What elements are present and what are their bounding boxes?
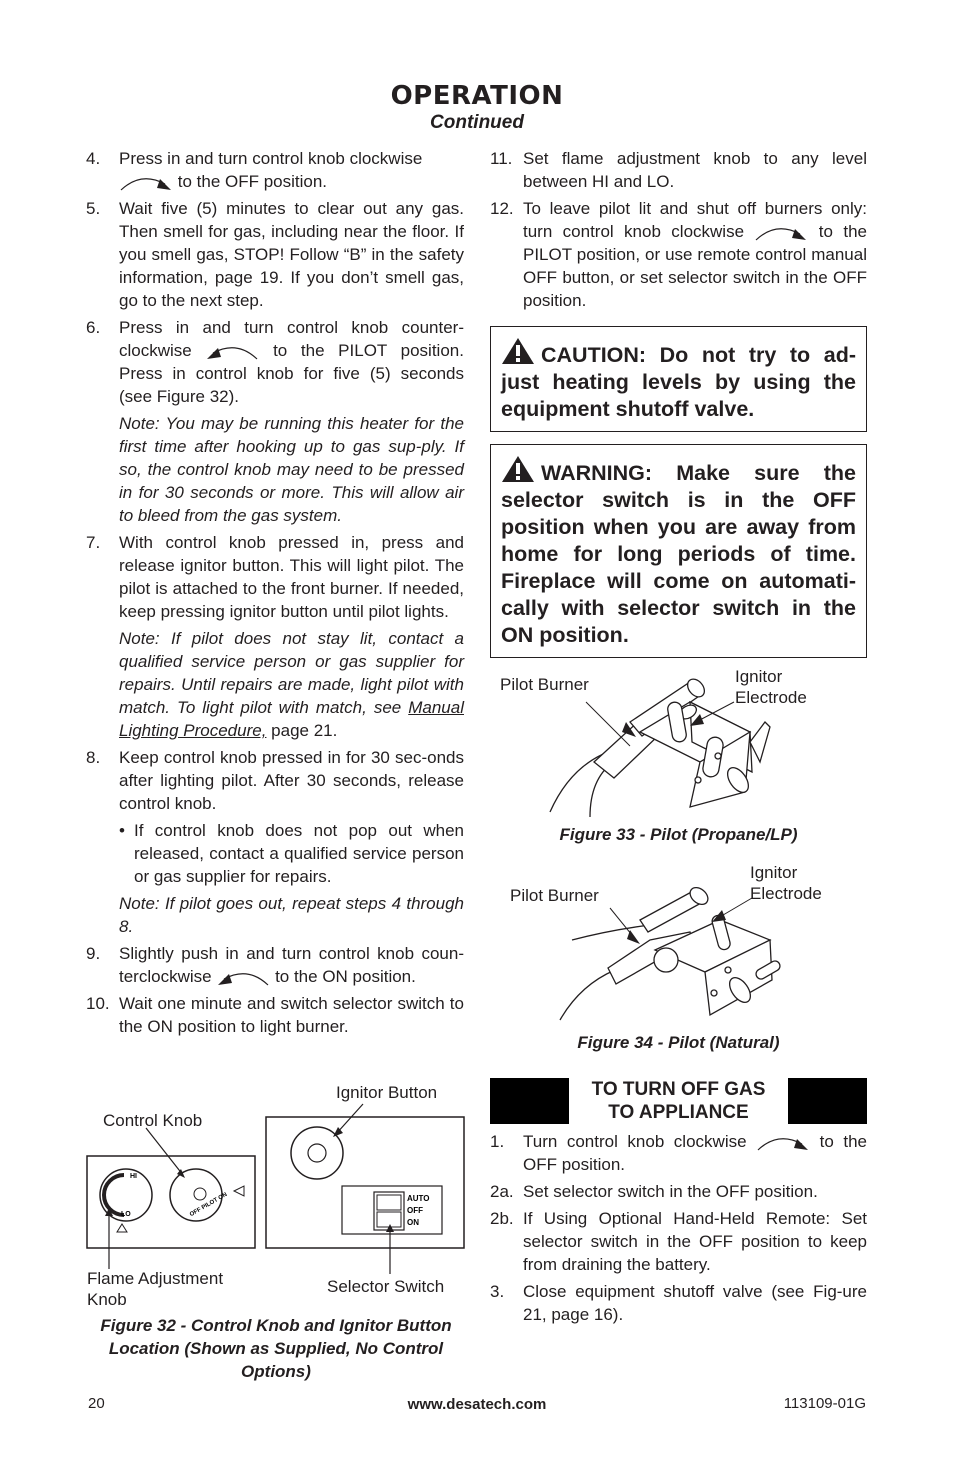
- step-11: [490, 147, 867, 193]
- figure-33-caption: Figure 33 - Pilot (Propane/LP): [559, 825, 798, 844]
- step-10: [86, 992, 464, 1038]
- step-number: 8.: [86, 748, 101, 767]
- selector-switch-label: Selector Switch: [327, 1277, 445, 1296]
- figure-32: [86, 1078, 466, 1388]
- pilot-propane-drawing: [490, 662, 867, 822]
- knob-lo-label: LO: [121, 1211, 131, 1218]
- step-text: If Using Optional Hand-Held Remote: Set selector switch in the OFF position to keep from draining the battery.: [523, 1209, 867, 1274]
- step-text-end: to the ON position.: [275, 967, 416, 986]
- warning-triangle-icon: [501, 455, 535, 483]
- heading-line-1: TO TURN OFF GAS: [591, 1079, 766, 1100]
- step-5: [86, 197, 464, 312]
- warning-box: [490, 444, 867, 658]
- step-text-end: to the OFF position.: [177, 172, 328, 191]
- figure-34: [490, 860, 867, 1060]
- step-number: 6.: [86, 318, 101, 337]
- step-number: 3.: [490, 1282, 505, 1301]
- step-number: 5.: [86, 199, 101, 218]
- note-page-ref: page 21.: [271, 721, 338, 740]
- control-panel-drawing: [86, 1078, 466, 1278]
- website-link[interactable]: www.desatech.com: [407, 1396, 547, 1413]
- caution-text: CAUTION: Do not try to ad-just heating levels by using the equipment shutoff valve.: [501, 343, 856, 421]
- step-text: Set selector switch in the OFF position.: [523, 1182, 818, 1201]
- page-header: [0, 80, 954, 134]
- step-4: [86, 147, 464, 193]
- clockwise-arrow-icon: [754, 224, 808, 242]
- step-text: Turn control knob clockwise: [523, 1132, 747, 1151]
- step-12: [490, 197, 867, 312]
- step-text-end: to the OFF position.: [523, 1132, 867, 1174]
- turn-off-step-2b: [490, 1207, 867, 1276]
- page-title: OPERATION: [390, 81, 564, 111]
- pilot-burner-label: Pilot Burner: [500, 675, 589, 694]
- switch-off-label: OFF: [407, 1206, 423, 1215]
- figure-34-caption: Figure 34 - Pilot (Natural): [577, 1033, 780, 1052]
- step-note: [119, 627, 464, 742]
- figure-32-caption: Figure 32 - Control Knob and Ignitor Button Location (Shown as Supplied, No Control Options): [100, 1316, 452, 1381]
- turn-off-step-3: [490, 1280, 867, 1326]
- step-number: 1.: [490, 1132, 505, 1151]
- ignitor-electrode-label: Ignitor Electrode: [735, 667, 807, 707]
- heading-bar-left: [490, 1078, 569, 1124]
- left-column: [86, 147, 464, 1042]
- clockwise-arrow-icon: [756, 1134, 810, 1152]
- pilot-natural-drawing: [490, 860, 867, 1025]
- step-number: 11.: [490, 149, 513, 168]
- step-text-end: to the PILOT position, or use remote control manual OFF button, or set selector switch in the OFF position.: [523, 222, 867, 310]
- note-text: Note: If pilot does not stay lit, contact a qualified service person or gas supplier for repairs. Until repairs are made, light pilot with match. To light pilot with match, see: [119, 629, 464, 717]
- right-column: [490, 147, 867, 670]
- step-text-end: to the PILOT position. Press in control knob for five (5) seconds (see Figure 32).: [119, 341, 464, 406]
- heading-bar-right: [788, 1078, 867, 1124]
- knob-hi-label: HI: [130, 1173, 137, 1180]
- section-heading-text: [569, 1078, 788, 1124]
- figure-33: [490, 662, 867, 852]
- dial-text: OFF PILOT ON: [189, 1191, 229, 1219]
- step-text: Wait one minute and switch selector switch to the ON position to light burner.: [119, 994, 464, 1036]
- step-text: With control knob pressed in, press and release ignitor button. This will light pilot. The pilot is attached to the front burner. If needed, keep pressing ignitor button until pilot lights.: [119, 533, 464, 621]
- step-note: Note: You may be running this heater for the first time after hooking up to gas sup-ply. If so, the control knob may need to be pressed in for 30 seconds or more. This will allow air to bleed from the gas system.: [119, 414, 464, 525]
- step-text: Close equipment shutoff valve (see Fig-ure 21, page 16).: [523, 1282, 867, 1324]
- step-number: 12.: [490, 199, 514, 218]
- step-8: [86, 746, 464, 938]
- step-number: 2b.: [490, 1209, 514, 1228]
- step-number: 10.: [86, 994, 110, 1013]
- turn-off-gas-section: [490, 1064, 867, 1330]
- control-knob-label: Control Knob: [103, 1111, 203, 1130]
- step-number: 7.: [86, 533, 101, 552]
- pilot-burner-label: Pilot Burner: [510, 886, 599, 905]
- page-subtitle: Continued: [430, 112, 524, 133]
- step-text: Set flame adjustment knob to any level between HI and LO.: [523, 149, 867, 191]
- step-text: To leave pilot lit and shut off burners only: turn control knob clockwise: [523, 199, 867, 241]
- step-text: Press in and turn control knob clockwise: [119, 149, 423, 168]
- counterclockwise-arrow-icon: [216, 969, 270, 987]
- step-9: [86, 942, 464, 988]
- turn-off-step-1: [490, 1130, 867, 1176]
- step-number: 4.: [86, 149, 101, 168]
- page-number: 20: [88, 1395, 105, 1412]
- step-text: Keep control knob pressed in for 30 sec-onds after lighting pilot. After 30 seconds, release control knob.: [119, 748, 464, 813]
- turn-off-step-2a: [490, 1180, 867, 1203]
- step-6: [86, 316, 464, 527]
- counterclockwise-arrow-icon: [205, 343, 259, 361]
- bullet-text: If control knob does not pop out when released, contact a qualified service person or gas supplier for repairs.: [134, 821, 464, 886]
- switch-on-label: ON: [407, 1218, 419, 1227]
- ignitor-electrode-label: Ignitor Electrode: [750, 863, 822, 903]
- step-number: 2a.: [490, 1182, 514, 1201]
- ignitor-button-label: Ignitor Button: [336, 1083, 438, 1102]
- caution-box: [490, 326, 867, 432]
- step-number: 9.: [86, 944, 101, 963]
- warning-triangle-icon: [501, 337, 535, 365]
- step-text: Press in and turn control knob counter-clockwise: [119, 318, 464, 360]
- flame-adjustment-knob-label: Flame Adjustment Knob: [87, 1269, 224, 1309]
- document-number: 113109-01G: [783, 1395, 866, 1412]
- section-heading: [490, 1078, 867, 1124]
- step-7: [86, 531, 464, 742]
- heading-line-2: TO APPLIANCE: [608, 1102, 749, 1123]
- step-bullet: [119, 819, 464, 888]
- manual-lighting-link[interactable]: Manual Lighting Procedure,: [119, 698, 464, 740]
- switch-auto-label: AUTO: [407, 1194, 430, 1203]
- step-text: Wait five (5) minutes to clear out any gas. Then smell for gas, including near the floor. If you smell gas, STOP! Follow “B” in the safety information, page 19. If you don’t smell gas, go to the next step.: [119, 199, 464, 310]
- warning-text: WARNING: Make sure the selector switch is in the OFF position when you are away from home for long periods of time. Fireplace will come on automati-cally with selector switch in the ON position.: [501, 461, 856, 647]
- step-note: Note: If pilot goes out, repeat steps 4 through 8.: [119, 894, 464, 936]
- bullet-dot: •: [119, 821, 125, 840]
- clockwise-arrow-icon: [119, 174, 173, 192]
- step-text: Slightly push in and turn control knob coun-terclockwise: [119, 944, 464, 986]
